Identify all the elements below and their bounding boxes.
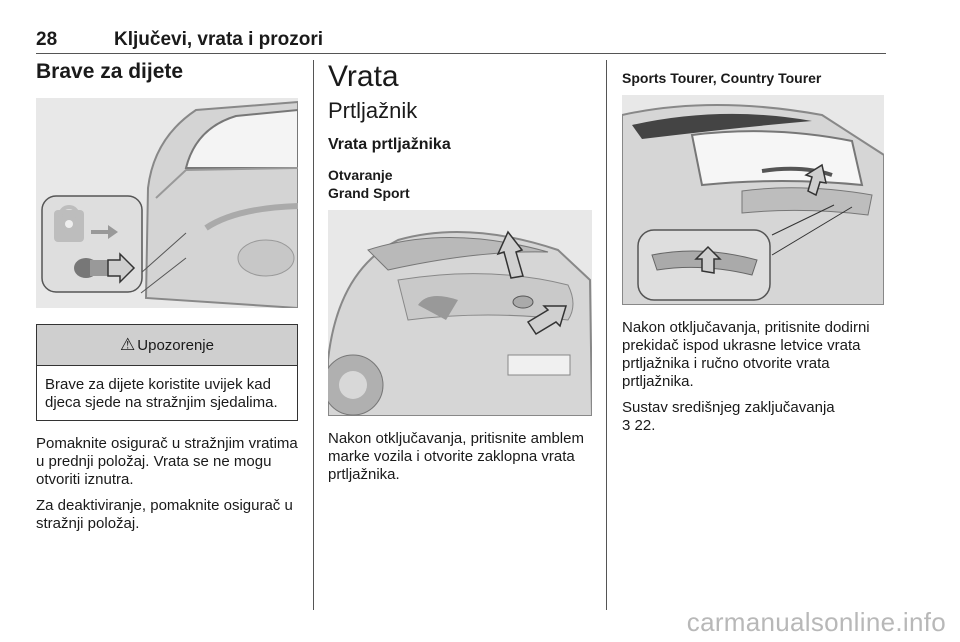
page-reference-link[interactable]: 22.: [634, 417, 656, 434]
paragraph-sports-tourer-opening: Nakon otključavanja, pritisnite dodirni prekidač ispod ukrasne letvice vrata prtljažnika i ručno otvorite vrata prtljažnika.: [622, 319, 870, 390]
subsection-title-tailgate: Vrata prtljažnika: [328, 136, 451, 153]
child-lock-illustration: [36, 98, 298, 308]
warning-triangle-icon: ⚠: [120, 335, 136, 354]
column-child-locks: [36, 60, 298, 541]
page-header: [36, 27, 886, 54]
warning-header: [37, 325, 297, 366]
section-title-child-locks: Brave za dijete: [36, 60, 184, 83]
section-title-doors: Vrata: [328, 60, 399, 93]
grand-sport-tailgate-illustration: [328, 210, 592, 416]
column-divider-1: [313, 60, 314, 610]
paragraph-grand-sport-opening: Nakon otključavanja, pritisnite amblem marke vozila i otvorite zaklopna vrata prtljažnika.: [328, 430, 584, 483]
central-locking-text: Sustav središnjeg zaključavanja: [622, 399, 835, 416]
subsection-title-trunk: Prtljažnik: [328, 98, 418, 123]
column-divider-2: [606, 60, 607, 610]
column-sports-tourer: [622, 60, 886, 443]
chapter-title: Ključevi, vrata i prozori: [114, 29, 324, 50]
page-reference-arrow-icon[interactable]: 3: [622, 417, 631, 434]
label-grand-sport: Grand Sport: [328, 185, 410, 201]
warning-box: [36, 324, 298, 421]
warning-title: Upozorenje: [137, 336, 214, 354]
label-opening: Otvaranje: [328, 167, 393, 183]
column-doors: [328, 60, 592, 492]
paragraph-child-lock-activate: Pomaknite osigurač u stražnjim vratima u prednji položaj. Vrata se ne mogu otvoriti iznutra.: [36, 435, 298, 488]
page-number: 28: [36, 29, 58, 50]
sports-tourer-tailgate-illustration: [622, 95, 884, 305]
warning-text: Brave za dijete koristite uvijek kad djeca sjede na stražnjim sjedalima.: [45, 376, 278, 411]
paragraph-child-lock-deactivate: Za deaktiviranje, pomaknite osigurač u stražnji položaj.: [36, 497, 293, 532]
watermark: carmanualsonline.info: [686, 607, 946, 637]
label-sports-tourer: Sports Tourer, Country Tourer: [622, 70, 822, 86]
paragraph-central-locking-reference: [622, 399, 886, 435]
